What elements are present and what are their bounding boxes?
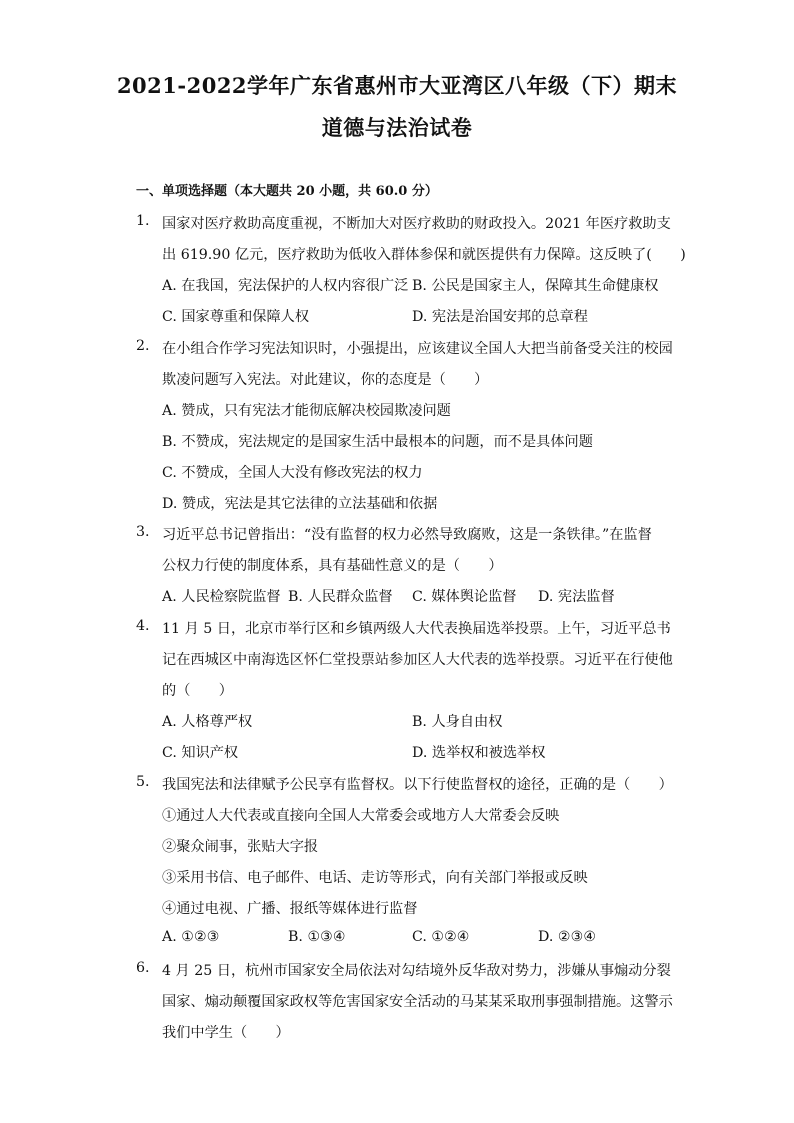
question-number: 4.	[136, 618, 150, 634]
question-number: 2.	[136, 338, 150, 354]
section-heading: 一、单项选择题（本大题共 20 小题，共 60.0 分）	[136, 184, 438, 199]
question-stem-line: ④通过电视、广播、报纸等媒体进行监督	[162, 901, 418, 917]
question-stem-line: 11 月 5 日，北京市举行区和乡镇两级人大代表换届选举投票。上午，习近平总书	[162, 621, 671, 637]
option-d: D. 选举权和被选举权	[412, 745, 546, 761]
question-stem-line: 国家、煽动颠覆国家政权等危害国家安全活动的马某某采取刑事强制措施。这警示	[162, 994, 673, 1010]
option-a: A. ①②③	[162, 929, 220, 945]
question-stem-line: 习近平总书记曾指出：“没有监督的权力必然导致腐败，这是一条铁律。”在监督	[162, 527, 652, 543]
question-number: 3.	[136, 524, 150, 540]
option-a: A. 人民检察院监督	[162, 589, 281, 605]
option-a: A. 赞成，只有宪法才能彻底解决校园欺凌问题	[162, 403, 451, 419]
option-a: A. 人格尊严权	[162, 714, 253, 730]
option-b: B. 公民是国家主人，保障其生命健康权	[412, 278, 659, 294]
option-b: B. 不赞成，宪法规定的是国家生活中最根本的问题，而不是具体问题	[162, 434, 593, 450]
question-stem-line: ②聚众闹事，张贴大字报	[162, 839, 319, 855]
exam-title-line-2: 道德与法治试卷	[321, 115, 473, 140]
option-c: C. 媒体舆论监督	[412, 589, 517, 605]
question-stem-line: 公权力行使的制度体系，具有基础性意义的是（ ）	[162, 558, 503, 574]
option-a: A. 在我国，宪法保护的人权内容很广泛	[162, 278, 409, 294]
question-number: 6.	[136, 960, 150, 976]
option-d: D. ②③④	[538, 929, 597, 945]
question-stem-line: 国家对医疗救助高度重视，不断加大对医疗救助的财政投入。2021 年医疗救助支	[162, 216, 671, 232]
question-stem-line: 出 619.90 亿元，医疗救助为低收入群体参保和就医提供有力保障。这反映了( )	[162, 247, 686, 263]
question-stem-line: 我国宪法和法律赋予公民享有监督权。以下行使监督权的途径，正确的是（ ）	[162, 777, 673, 793]
option-d: D. 赞成，宪法是其它法律的立法基础和依据	[162, 496, 438, 512]
question-stem-line: 在小组合作学习宪法知识时，小强提出，应该建议全国人大把当前备受关注的校园	[162, 341, 673, 357]
question-stem-line: 我们中学生（ ）	[162, 1025, 290, 1041]
question-stem-line: ①通过人大代表或直接向全国人大常委会或地方人大常委会反映	[162, 808, 560, 824]
option-d: D. 宪法监督	[538, 589, 615, 605]
option-c: C. 不赞成，全国人大没有修改宪法的权力	[162, 465, 423, 481]
question-stem-line: 的（ ）	[162, 683, 233, 699]
option-c: C. 知识产权	[162, 745, 239, 761]
option-c: C. ①②④	[412, 929, 470, 945]
option-b: B. 人身自由权	[412, 714, 503, 730]
question-stem-line: 欺凌问题写入宪法。对此建议，你的态度是（ ）	[162, 372, 489, 388]
option-b: B. 人民群众监督	[288, 589, 393, 605]
option-c: C. 国家尊重和保障人权	[162, 309, 310, 325]
option-b: B. ①③④	[288, 929, 346, 945]
option-d: D. 宪法是治国安邦的总章程	[412, 309, 588, 325]
question-number: 5.	[136, 774, 150, 790]
question-stem-line: 4 月 25 日，杭州市国家安全局依法对勾结境外反华敌对势力，涉嫌从事煽动分裂	[162, 963, 671, 979]
question-stem-line: 记在西城区中南海选区怀仁堂投票站参加区人大代表的选举投票。习近平在行使他	[162, 652, 673, 668]
question-number: 1.	[136, 213, 150, 229]
exam-title-line-1: 2021-2022学年广东省惠州市大亚湾区八年级（下）期末	[116, 73, 678, 98]
question-stem-line: ③采用书信、电子邮件、电话、走访等形式，向有关部门举报或反映	[162, 870, 588, 886]
